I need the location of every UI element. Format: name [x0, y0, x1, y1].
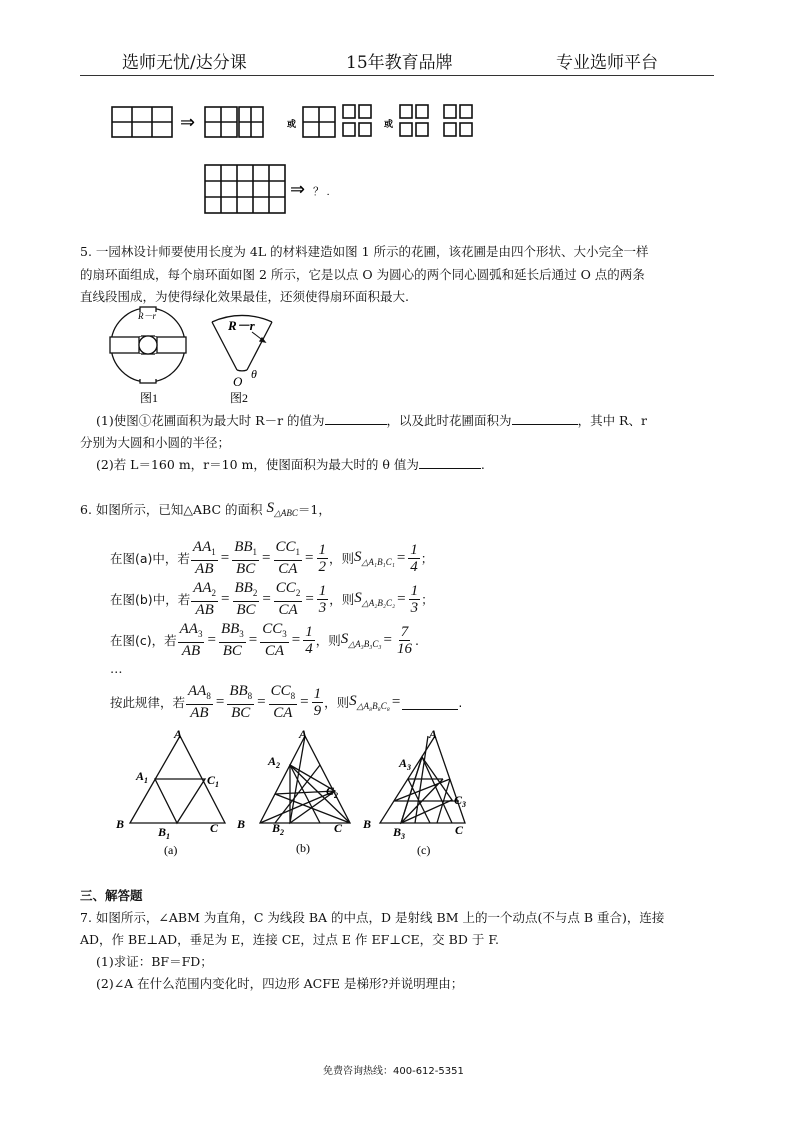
q5-part1-text-c: ，其中 R、r [577, 413, 647, 428]
s-symbol: $S_{\triangle A_8B_8C_8}$ [349, 692, 390, 711]
s-symbol: $S_{\triangle A_2B_2C_2}$ [354, 589, 396, 608]
q5-part2-text: (2)若 L＝160 m，r＝10 m，使图面积为最大时的 θ 值为 [96, 457, 419, 472]
q6-example-row: 在图(a)中，若 $\frac{AA_1}{AB}$ = $\frac{BB_1}{BC}$ = $\frac{CC_1}{CA}$ = $\frac{1}{2}$ ，则 $S_{\triangle A_1B_1C_1}$ = $\frac{1}{4}$ ； [110, 539, 434, 577]
q7-line2: AD，作 BE⊥AD，垂足为 E，连接 CE，过点 E 作 EF⊥CE，交 BD 于 F. [80, 932, 500, 947]
label-a1: $A_1$ [136, 769, 149, 785]
header-rule [80, 75, 714, 76]
fraction: $\frac{CC_8}{CA}$ [270, 683, 296, 721]
row-mid: ，则 [329, 551, 355, 566]
answer-blank[interactable] [325, 424, 387, 425]
label-c-vertex: C [334, 821, 343, 835]
q6-intro-text: 6. 如图所示，已知△ABC 的面积 [80, 501, 263, 517]
or-label: 或 [287, 119, 297, 129]
fraction: $\frac{AA_3}{AB}$ [179, 621, 203, 659]
label-c-vertex: C [210, 821, 219, 835]
triangle-figures [110, 728, 480, 858]
row-prefix: 在图(a)中，若 [110, 551, 190, 566]
fraction: $\frac{CC_2}{CA}$ [275, 580, 301, 618]
row-prefix: 在图(c)，若 [110, 633, 177, 648]
q6-intro-eq: ＝1， [297, 501, 331, 517]
answer-blank[interactable] [512, 424, 578, 425]
flower-bed-figures [100, 302, 280, 408]
q6-example-row: 在图(b)中，若 $\frac{AA_2}{AB}$ = $\frac{BB_2}{BC}$ = $\frac{CC_2}{CA}$ = $\frac{1}{3}$ ，则 $S_{\triangle A_2B_2C_2}$ = $\frac{1}{3}$ ； [110, 580, 434, 618]
q5-part1-line2: 分别为大圆和小圆的半径； [80, 435, 231, 450]
fraction: $\frac{AA_8}{AB}$ [188, 683, 211, 721]
row-end: ； [421, 592, 434, 607]
row-prefix: 按此规律，若 [110, 695, 186, 710]
q7-part2: (2)∠A 在什么范围内变化时，四边形 ACFE 是梯形?并说明理由； [96, 976, 464, 991]
label-c3: $C_3$ [454, 793, 467, 809]
s-symbol: $S_{\triangle A_3B_3C_3}$ [340, 630, 382, 649]
ellipsis: … [110, 661, 123, 676]
fraction: $\frac{1}{3}$ [410, 582, 419, 616]
answer-blank[interactable] [419, 468, 481, 469]
q6-rule-row: 按此规律，若 $\frac{AA_8}{AB}$ = $\frac{BB_8}{BC}$ = $\frac{CC_8}{CA}$ = $\frac{1}{9}$ ，则 $S_{\triangle A_8B_8C_8}$ = . [110, 683, 463, 721]
q5-line3: 直线段围成，为使得绿化效果最佳，还须使得扇环面积最大. [80, 289, 409, 304]
fraction: $\frac{1}{4}$ [410, 541, 418, 575]
fraction: $\frac{1}{3}$ [318, 582, 327, 616]
caption-c: (c) [417, 843, 431, 857]
row-mid: ，则 [329, 592, 355, 607]
caption-a: (a) [164, 843, 178, 857]
q6-intro [80, 500, 331, 519]
label-b-vertex: B [237, 817, 246, 831]
row-end: . [415, 632, 419, 648]
q7-part1: (1)求证：BF＝FD； [96, 954, 213, 969]
label-c2: $C_2$ [326, 784, 339, 800]
fig1-caption: 图1 [140, 391, 159, 405]
or-label: 或 [384, 119, 394, 129]
q5-line1: 5. 一园林设计师要使用长度为 4L 的材料建造如图 1 所示的花圃，该花圃是由四个形状、大小完全一样 [80, 244, 649, 259]
fraction: $\frac{BB_8}{BC}$ [229, 683, 253, 721]
q5-part1-text-a: (1)使图①花圃面积为最大时 R－r 的值为 [96, 413, 325, 428]
fig2-theta-label: θ [251, 367, 257, 381]
q7-line1: 7. 如图所示，∠ABM 为直角，C 为线段 BA 的中点，D 是射线 BM 上的一个动点(不与点 B 重合)，连接 [80, 910, 665, 925]
label-b-vertex: B [116, 817, 125, 831]
q6-example-row: 在图(c)，若 $\frac{AA_3}{AB}$ = $\frac{BB_3}{BC}$ = $\frac{CC_3}{CA}$ = $\frac{1}{4}$ ，则 $S_{\triangle A_3B_3C_3}$ = $\frac{7}{16}$ . [110, 621, 419, 659]
row-end: . [458, 694, 463, 710]
row-mid: ，则 [324, 695, 350, 710]
fraction: $\frac{AA_1}{AB}$ [192, 539, 216, 577]
fig2-o-label: O [233, 374, 243, 389]
question-mark: ？ . [313, 186, 330, 198]
fig1-arc-label: R－r [138, 311, 157, 321]
label-a3: $A_3$ [399, 756, 412, 772]
label-a-vertex: A [429, 728, 438, 741]
q5-part1-text-b: ，以及此时花圃面积为 [386, 413, 512, 428]
fraction: $\frac{BB_2}{BC}$ [234, 580, 258, 618]
row-mid: ，则 [315, 633, 341, 648]
label-b3: $B_3$ [393, 825, 406, 841]
arrow-icon: ⇒ [180, 112, 196, 132]
label-b1: $B_1$ [158, 825, 171, 841]
label-a2: $A_2$ [268, 754, 281, 770]
fraction: $\frac{CC_1}{CA}$ [275, 539, 301, 577]
label-b2: $B_2$ [272, 821, 285, 837]
q5-line2: 的扇环面组成，每个扇环面如图 2 所示，它是以点 O 为圆心的两个同心圆弧和延长后通过 O 点的两条 [80, 267, 645, 282]
q5-part1 [96, 414, 647, 428]
label-c-vertex: C [455, 823, 464, 837]
fraction: $\frac{AA_2}{AB}$ [193, 580, 217, 618]
fraction: $\frac{1}{2}$ [318, 541, 326, 575]
label-a-vertex: A [299, 728, 308, 741]
fig2-caption: 图2 [230, 391, 249, 405]
grid-division-figure [100, 95, 500, 220]
header-slogan: 15年教育品牌 [346, 53, 453, 73]
row-prefix: 在图(b)中，若 [110, 592, 191, 607]
fig2-arc-label: R－r [228, 318, 255, 333]
q5-part2 [96, 458, 485, 472]
fraction: $\frac{1}{9}$ [313, 685, 322, 719]
label-c1: $C_1$ [207, 773, 220, 789]
label-b-vertex: B [363, 817, 372, 831]
s-symbol: $S_{\triangle A_1B_1C_1}$ [354, 548, 395, 567]
header-platform: 专业选师平台 [556, 53, 658, 73]
q5-part2-end: . [480, 457, 485, 472]
fraction: $\frac{BB_1}{BC}$ [234, 539, 258, 577]
fraction: $\frac{BB_3}{BC}$ [220, 621, 244, 659]
caption-b: (b) [296, 841, 310, 855]
s-abc-symbol: $S_{\triangle ABC}$ [266, 500, 298, 518]
fraction: $\frac{CC_3}{CA}$ [262, 621, 287, 659]
header-brand: 选师无忧/达分课 [122, 53, 247, 73]
label-a-vertex: A [174, 728, 183, 741]
row-end: ； [420, 551, 434, 566]
arrow-icon: ⇒ [290, 179, 306, 199]
answer-blank[interactable] [402, 695, 458, 710]
fraction: $\frac{7}{16}$ [397, 623, 413, 657]
section-title: 三、解答题 [80, 888, 143, 903]
footer-hotline: 免费咨询热线：400-612-5351 [323, 1066, 464, 1077]
fraction: $\frac{1}{4}$ [305, 623, 313, 657]
